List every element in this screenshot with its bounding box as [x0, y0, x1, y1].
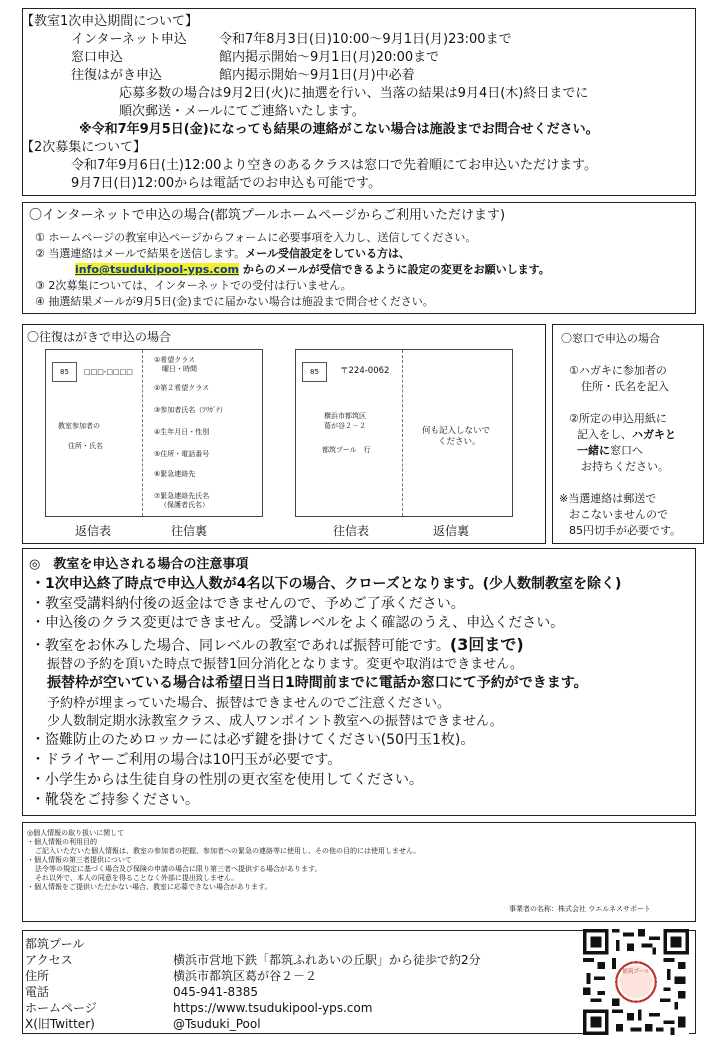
footer-label-phone: 電話 [25, 985, 50, 999]
form-item-7-sub: （保護者氏名） [160, 501, 209, 509]
internet-title: 〇インターネットで申込の場合(都筑プールホームページからご利用いただけます) [29, 208, 506, 223]
reply-postcard [45, 349, 263, 517]
window-step-2-line-2: 記入をし、ハガキと [577, 428, 676, 441]
form-item-3: ③参加者氏名（ﾌﾘｶﾞﾅ） [154, 406, 227, 414]
lottery-line-2: 順次郵送・メールにてご連絡いたします。 [119, 104, 365, 119]
window-note-3: 85円切手が必要です。 [569, 524, 682, 537]
period-value-window: 館内掲示開始～9月1日(月)20:00まで [219, 50, 440, 65]
send-address-line-1: 横浜市都筑区 [324, 412, 366, 420]
qr-code-icon[interactable] [583, 929, 689, 1035]
reply-address-line-1: 教室参加者の [58, 422, 100, 430]
period-heading: 【教室1次申込期間について】 [21, 14, 199, 29]
caution-1: ・1次申込終了時点で申込人数が4名以下の場合、クローズとなります。(少人数制教室を除く) [31, 576, 622, 592]
form-item-4: ④生年月日・性別 [154, 428, 210, 436]
privacy-line-2: ・個人情報の利用目的 [27, 838, 97, 846]
lottery-line-1: 応募多数の場合は9月2日(火)に抽選を行い、当落の結果は9月4日(木)終日までに [119, 86, 589, 101]
footer-label-address: 住所 [25, 969, 50, 983]
internet-item-4: ④ 抽選結果メールが9月5日(金)までに届かない場合は施設まで問合せください。 [35, 295, 434, 308]
window-step-2-line-1: ②所定の申込用紙に [569, 412, 667, 425]
cautions-title: ◎ 教室を申込される場合の注意事項 [29, 557, 249, 572]
window-note-2: おこないませんので [569, 508, 668, 521]
reply-back-note-2: ください。 [438, 437, 481, 447]
period-label-window: 窓口申込 [71, 50, 124, 65]
reply-zip: □□□-□□□□ [84, 368, 133, 376]
caption-reply-front: 返信表 [75, 524, 112, 538]
card-fold-line [142, 350, 143, 516]
window-section [552, 324, 704, 544]
window-note-1: ※当選連絡は郵送で [559, 492, 657, 505]
cautions-section [22, 548, 696, 816]
caption-reply-back: 返信裏 [433, 524, 470, 538]
period-label-internet: インターネット申込 [71, 32, 187, 47]
result-notice: ※令和7年9月5日(金)になっても結果の連絡がこない場合は施設までお問合せください。 [79, 122, 599, 137]
form-item-5: ⑤住所・電話番号 [154, 450, 210, 458]
caution-4: ・教室をお休みした場合、同レベルの教室であれば振替可能です。(3回まで) [31, 635, 524, 654]
postcard-title: 〇往復はがきで申込の場合 [27, 330, 172, 344]
footer-value-phone[interactable]: 045-941-8385 [173, 985, 259, 999]
send-zip: 〒224-0062 [340, 366, 390, 376]
privacy-line-3: ご記入いただいた個人情報は、教室の参加者の把握、参加者への緊急の連絡等に使用し、その他の目的には使用しません。 [35, 847, 421, 855]
internet-section [22, 202, 696, 314]
stamp-box: 85 [302, 362, 327, 382]
card-fold-line [402, 350, 403, 516]
reply-back-note-1: 何も記入しないで [422, 426, 491, 436]
privacy-line-4: ・個人情報の第三者提供について [27, 856, 132, 864]
internet-item-2: ② 当選連絡はメールで結果を送信します。メール受信設定をしている方は、 [35, 247, 411, 260]
footer-value-address: 横浜市都筑区葛が谷２－２ [173, 969, 318, 983]
caution-10: ・ドライヤーご利用の場合は10円玉が必要です。 [31, 752, 342, 768]
reply-address-line-2: 住所・氏名 [68, 442, 103, 450]
caution-11: ・小学生からは生徒自身の性別の更衣室を使用してください。 [31, 772, 423, 788]
period-value-internet: 令和7年8月3日(日)10:00～9月1日(月)23:00まで [219, 32, 512, 47]
operator-name: 事業者の名称：株式会社 ウエルネスサポート [509, 905, 651, 913]
internet-item-3: ③ 2次募集については、インターネットでの受付は行いません。 [35, 279, 352, 292]
send-postcard [295, 349, 513, 517]
period-section [22, 8, 696, 196]
caution-2: ・教室受講料納付後の返金はできませんので、予めご了承ください。 [31, 596, 465, 612]
privacy-line-5: 法令等の規定に基づく場合及び保険の申請の場合に限り第三者へ提供する場合があります。 [35, 865, 322, 873]
qr-logo-text: 都筑プール [622, 969, 650, 975]
footer-value-x[interactable]: @Tsuduki_Pool [173, 1017, 261, 1031]
internet-item-2-cont: info@tsudukipool-yps.com からのメールが受信できるように設定の変更をお願いします。 [75, 263, 550, 276]
caution-7: 予約枠が埋まっていた場合、振替はできませんのでご注意ください。 [47, 696, 451, 711]
form-item-6: ⑥緊急連絡先 [154, 470, 196, 478]
footer-value-access: 横浜市営地下鉄「都筑ふれあいの丘駅」から徒歩で約2分 [173, 953, 481, 967]
period-value-postcard: 館内掲示開始～9月1日(月)中必着 [219, 68, 415, 83]
footer-value-homepage[interactable]: https://www.tsudukipool-yps.com [173, 1001, 373, 1015]
caution-6: 振替枠が空いている場合は希望日当日1時間前までに電話か窓口にて予約ができます。 [47, 675, 588, 691]
privacy-line-6: それ以外で、本人の同意を得ることなく外部に提出致しません。 [35, 874, 239, 882]
window-step-2-line-4: お持ちください。 [581, 460, 669, 473]
internet-item-1: ① ホームページの教室申込ページからフォームに必要事項を入力し、送信してください。 [35, 231, 477, 244]
footer-label-homepage: ホームページ [25, 1001, 97, 1015]
footer-label-access: アクセス [25, 953, 73, 967]
facility-name: 都筑プール [25, 937, 85, 951]
form-item-7: ⑦緊急連絡先氏名 [154, 492, 210, 500]
second-heading: 【2次募集について】 [21, 140, 147, 155]
period-label-postcard: 往復はがき申込 [71, 68, 163, 83]
footer-label-x: X(旧Twitter) [25, 1017, 95, 1031]
form-item-1: ①希望クラス [154, 356, 196, 364]
caution-5: 振替の予約を頂いた時点で振替1回分消化となります。変更や取消はできません。 [47, 657, 524, 672]
caption-send-back: 往信裏 [171, 524, 208, 538]
privacy-section [22, 822, 696, 922]
privacy-line-7: ・個人情報をご提供いただかない場合、教室に応募できない場合があります。 [27, 883, 272, 891]
window-title: 〇窓口で申込の場合 [561, 332, 660, 345]
form-item-2: ②第２希望クラス [154, 384, 210, 392]
contact-email-link[interactable]: info@tsudukipool-yps.com [75, 263, 240, 276]
send-address-line-3: 都筑プール 行 [322, 446, 371, 454]
window-step-1-line-2: 住所・氏名を記入 [581, 380, 669, 393]
form-item-1-sub: 曜日・時間 [162, 365, 197, 373]
window-step-1-line-1: ①ハガキに参加者の [569, 364, 667, 377]
caution-12: ・靴袋をご持参ください。 [31, 792, 199, 808]
caution-8: 少人数制定期水泳教室クラス、成人ワンポイント教室への振替はできません。 [47, 714, 503, 729]
privacy-line-1: ◎個人情報の取り扱いに関して [27, 829, 125, 837]
second-line-1: 令和7年9月6日(土)12:00より空きのあるクラスは窓口で先着順にてお申込いただけます。 [71, 158, 597, 173]
caution-3: ・申込後のクラス変更はできません。受講レベルをよく確認のうえ、申込ください。 [31, 615, 565, 631]
caution-9: ・盗難防止のためロッカーには必ず鍵を掛けてください(50円玉1枚)。 [31, 732, 475, 748]
window-step-2-line-3: 一緒に窓口へ [577, 444, 643, 457]
stamp-box: 85 [52, 362, 77, 382]
caption-send-front: 往信表 [333, 524, 370, 538]
postcard-section [22, 324, 546, 544]
send-address-line-2: 葛が谷２－２ [324, 422, 366, 430]
second-line-2: 9月7日(日)12:00からは電話でのお申込も可能です。 [71, 176, 382, 191]
footer-section [22, 930, 696, 1034]
